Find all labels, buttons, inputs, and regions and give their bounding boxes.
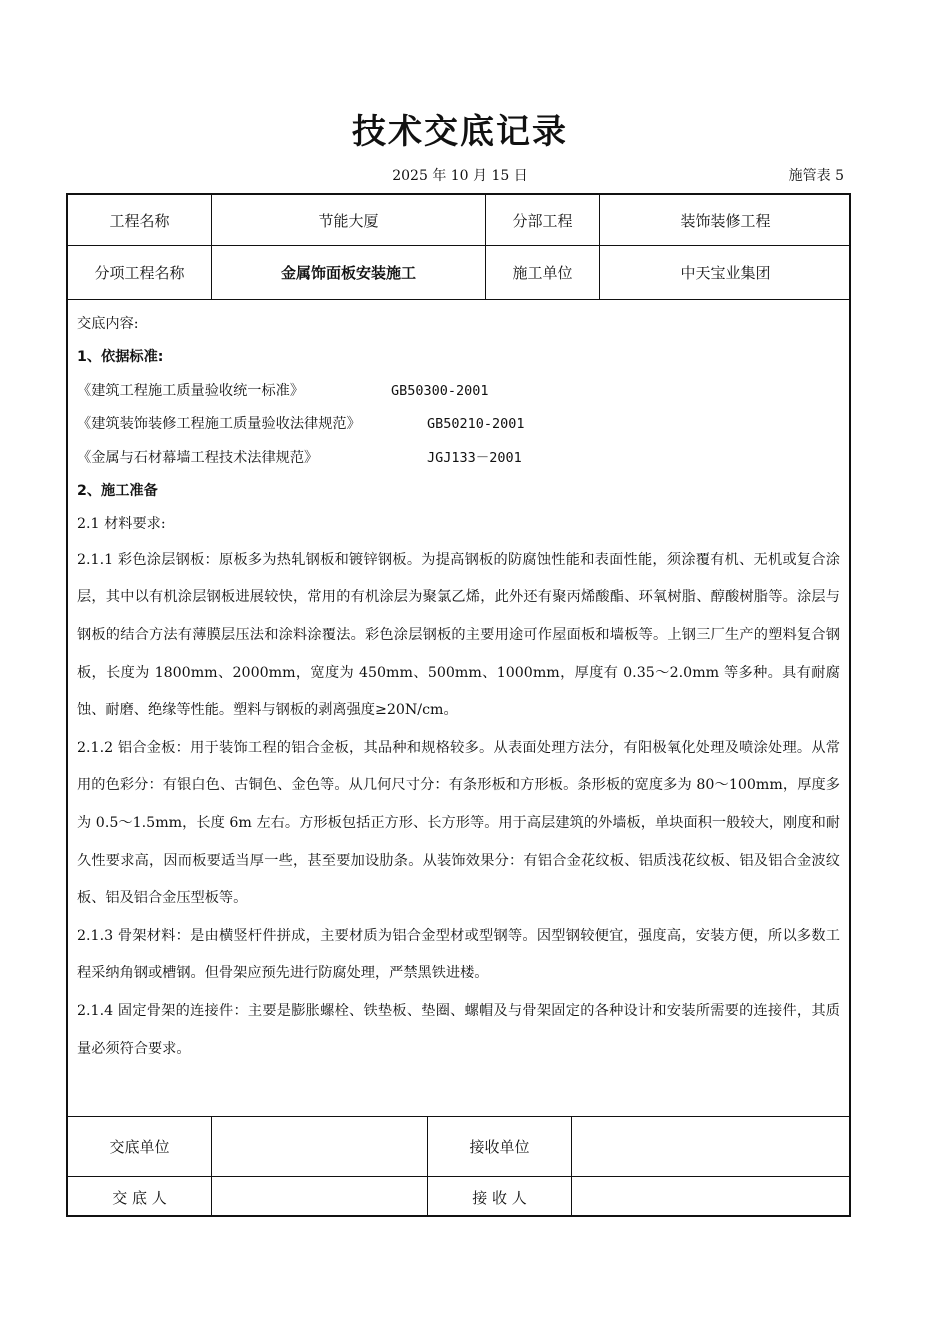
info-row-subitem — [68, 246, 849, 300]
sign-row-units — [68, 1117, 849, 1177]
paragraph-frame-material: 2.1.3 骨架材料：是由横竖杆件拼成，主要材质为铝合金型材或型钢等。因型钢较便宜，强度高，安装方便，所以多数工程采纳角钢或槽钢。但骨架应预先进行防腐处理，严禁黑铁进楼。 — [77, 927, 840, 982]
receiver-unit-label: 接收单位 — [427, 1117, 571, 1176]
issuer-label: 交 底 人 — [112, 1188, 167, 1207]
contractor-value: 中天宝业集团 — [599, 246, 851, 299]
standard-name: 《金属与石材幕墙工程技术法律规范》 — [77, 449, 319, 466]
standard-name: 《建筑装饰装修工程施工质量验收法律规范》 — [77, 416, 361, 433]
receiver-label: 接 收 人 — [427, 1177, 571, 1217]
standard-code: GB50210-2001 — [427, 416, 525, 433]
content-intro: 交底内容: — [77, 316, 139, 332]
sign-row-persons — [68, 1177, 849, 1217]
standard-code: JGJ133－2001 — [427, 449, 522, 466]
receiver-unit-field[interactable] — [571, 1117, 851, 1176]
project-name-label: 工程名称 — [109, 211, 170, 230]
subitem-label: 分项工程名称 — [94, 264, 185, 282]
standard-item — [77, 408, 840, 441]
standard-item — [77, 375, 840, 408]
subsection-materials: 2.1 材料要求: — [77, 516, 166, 533]
disclosure-content — [68, 300, 849, 1117]
issuer-field[interactable] — [211, 1177, 427, 1217]
division-label: 分部工程 — [485, 195, 599, 245]
paragraph-aluminum-plate: 2.1.2 铝合金板：用于装饰工程的铝合金板，其品种和规格较多。从表面处理方法分，有阳极氧化处理及喷涂处理。从常用的色彩分：有银白色、古铜色、金色等。从几何尺寸分：有条形板和方形板。条形板的宽度多为 80～100mm，厚度多为 0.5～1.5mm，长度 6m 左右。方形板包括正方形、长方形等。用于高层建筑的外墙板，单块面积一般较大，刚度和耐久性要求高，因而板要适当厚一些，甚至要加设肋条。从装饰效果分：有铝合金花纹板、铝质浅花纹板、铝及铝合金波纹板、铝及铝合金压型板等。 — [77, 739, 840, 907]
info-row-project — [68, 195, 849, 246]
standard-name: 《建筑工程施工质量验收统一标准》 — [77, 382, 305, 399]
project-name-value: 节能大厦 — [211, 195, 485, 245]
receiver-field[interactable] — [571, 1177, 851, 1217]
issuer-unit-label: 交底单位 — [109, 1138, 170, 1156]
standard-item — [77, 442, 840, 475]
record-table — [66, 193, 851, 1217]
subitem-value: 金属饰面板安装施工 — [211, 246, 485, 299]
paragraph-color-coated-steel: 2.1.1 彩色涂层钢板：原板多为热轧钢板和镀锌钢板。为提高钢板的防腐蚀性能和表面性能，须涂覆有机、无机或复合涂层，其中以有机涂层钢板进展较快，常用的有机涂层为聚氯乙烯，此外还有聚丙烯酸酯、环氧树脂、醇酸树脂等。涂层与钢板的结合方法有薄膜层压法和涂料涂覆法。彩色涂层钢板的主要用途可作屋面板和墙板等。上钢三厂生产的塑料复合钢板，长度为 1800mm、2000mm，宽度为 450mm、500mm、1000mm，厚度有 0.35～2.0mm 等多种。具有耐腐蚀、耐磨、绝缘等性能。塑料与钢板的剥离强度≥20N/cm。 — [77, 551, 840, 719]
paragraph-connectors: 2.1.4 固定骨架的连接件：主要是膨胀螺栓、铁垫板、垫圈、螺帽及与骨架固定的各种设计和安装所需要的连接件，其质量必须符合要求。 — [77, 1002, 840, 1057]
page-title: 技术交底记录 — [352, 112, 568, 152]
section-heading-standards: 1、依据标准: — [77, 349, 164, 366]
section-heading-preparation: 2、施工准备 — [77, 483, 158, 500]
issuer-unit-field[interactable] — [211, 1117, 427, 1176]
record-date: 2025 年 10 月 15 日 — [392, 168, 528, 184]
standard-code: GB50300-2001 — [391, 382, 489, 399]
division-value: 装饰装修工程 — [599, 195, 851, 245]
form-number: 施管表 5 — [788, 168, 844, 184]
contractor-label: 施工单位 — [485, 246, 599, 299]
